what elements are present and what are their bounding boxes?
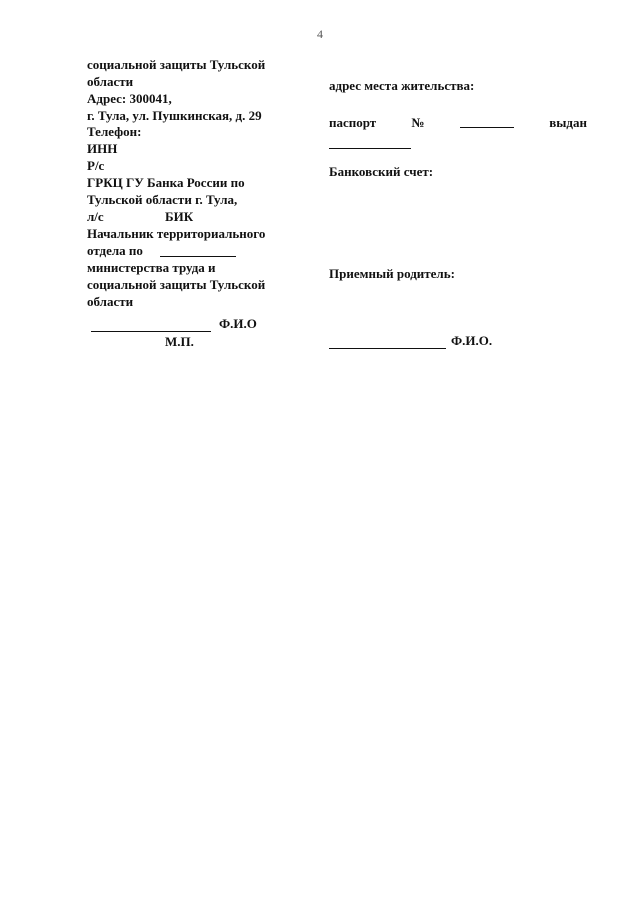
left-bik: БИК [165, 209, 194, 224]
right-parent: Приемный родитель: [329, 266, 455, 281]
right-number-sign: № [411, 115, 425, 130]
right-address: адрес места жительства: [329, 78, 475, 93]
left-line-1: социальной защиты Тульской [87, 57, 266, 72]
left-head-1: Начальник территориального [87, 226, 266, 241]
right-issued: выдан [549, 115, 587, 130]
left-inn: ИНН [87, 141, 118, 156]
right-issued-blank [329, 148, 411, 149]
left-address: Адрес: 300041, [87, 91, 172, 106]
left-street: г. Тула, ул. Пушкинская, д. 29 [87, 108, 262, 123]
right-passport: паспорт [329, 115, 377, 130]
left-bank-2: Тульской области г. Тула, [87, 192, 238, 207]
left-stamp: М.П. [165, 334, 194, 349]
right-passport-number-blank [460, 115, 514, 128]
page-number: 4 [317, 27, 323, 41]
left-line-2: области [87, 74, 134, 89]
left-head-2: отдела по [87, 243, 143, 258]
right-passport-row [329, 115, 587, 131]
left-fio: Ф.И.О [219, 316, 257, 331]
left-head-5: области [87, 294, 134, 309]
left-head-4: социальной защиты Тульской [87, 277, 266, 292]
left-phone: Телефон: [87, 124, 142, 139]
right-signature-line [329, 348, 446, 349]
left-department-blank [160, 256, 236, 257]
left-rs: Р/с [87, 158, 105, 173]
left-head-3: министерства труда и [87, 260, 216, 275]
right-bank-account: Банковский счет: [329, 164, 434, 179]
right-fio: Ф.И.О. [451, 333, 493, 348]
left-bank-1: ГРКЦ ГУ Банка России по [87, 175, 245, 190]
left-signature-line [91, 331, 211, 332]
left-ls: л/с [87, 209, 104, 224]
